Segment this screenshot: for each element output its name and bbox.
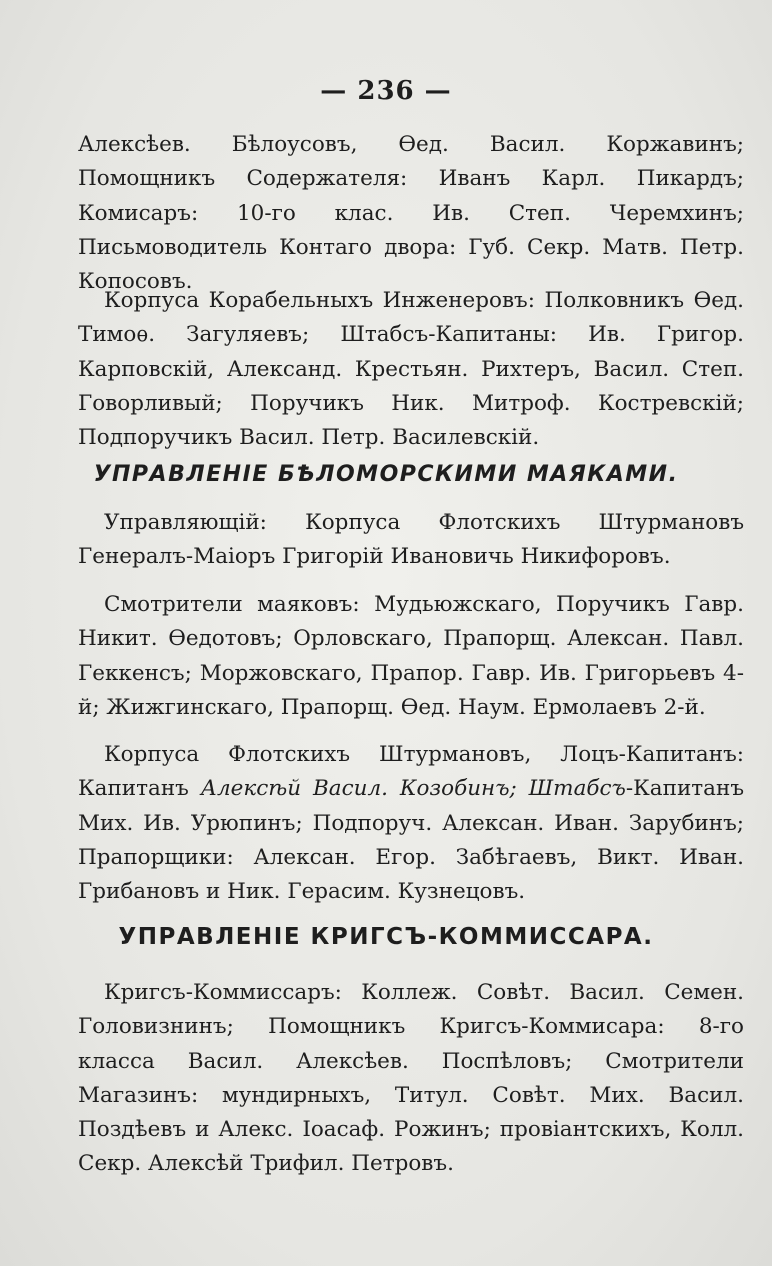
text-run: Корпуса Флотскихъ Штурмановъ, Лоцъ-Капитанъ: Капитанъ — [78, 742, 744, 802]
italic-text-run: Алексѣй Васил. Козобинъ; Штабсъ — [200, 776, 626, 802]
paragraph-krigs-commissar — [78, 976, 744, 1182]
paragraph-navigators — [78, 738, 744, 909]
paragraph-manager — [78, 506, 744, 575]
paragraph-shipbuilders — [78, 284, 744, 455]
page-number: — 236 — — [320, 76, 452, 106]
text-run: -Капитанъ Мих. Ив. Урюпинъ; Подпоруч. Алексан. Иван. Зарубинъ; Прапорщики: Алексан. Егор. Забѣгаевъ, Викт. Иван. Грибановъ и Ник. Герасим. Кузнецовъ. — [78, 776, 744, 905]
section-heading-lighthouses: УПРАВЛЕНІЕ БѢЛОМОРСКИМИ МАЯКАМИ. — [93, 462, 679, 487]
paragraph-text: Управляющій: Корпуса Флотскихъ Штурмановъ Генералъ-Маіоръ Григорій Ивановичь Никифоровъ. — [78, 510, 744, 570]
paragraph-text: Корпуса Корабельныхъ Инженеровъ: Полковникъ Ѳед. Тимоѳ. Загуляевъ; Штабсъ-Капитаны: Ив. Григор. Карповскій, Александ. Крестьян. Рихтеръ, Васил. Степ. Говорливый; Поручикъ Ник. Митроф. Костревскій; Подпоручикъ Васил. Петр. Василевскій. — [78, 288, 744, 451]
paragraph-lighthouse-keepers — [78, 588, 744, 725]
section-heading-krigs-commissar: УПРАВЛЕНІЕ КРИГСЪ-КОММИССАРА. — [118, 924, 654, 950]
paragraph-text: Кригсъ-Коммиссаръ: Коллеж. Совѣт. Васил. Семен. Головизнинъ; Помощникъ Кригсъ-Коммисара: 8-го класса Васил. Алексѣев. Поспѣловъ; Смотрители Магазинъ: мундирныхъ, Титул. Совѣт. Мих. Васил. Поздѣевъ и Алекс. Іоасаф. Рожинъ; провіантскихъ, Колл. Секр. Алексѣй Трифил. Петровъ. — [78, 980, 744, 1177]
paragraph-text: Алексѣев. Бѣлоусовъ, Ѳед. Васил. Коржавинъ; Помощникъ Содержателя: Иванъ Карл. Пикардъ; Комисаръ: 10-го клас. Ив. Степ. Черемхинъ; Письмоводитель Контаго двора: Губ. Секр. Матв. Петр. Копосовъ. — [78, 132, 744, 295]
paragraph-text: Смотрители маяковъ: Мудьюжскаго, Поручикъ Гавр. Никит. Ѳедотовъ; Орловскаго, Прапорщ. Алексан. Павл. Геккенсъ; Моржовскаго, Прапор. Гавр. Ив. Григорьевъ 4-й; Жижгинскаго, Прапорщ. Ѳед. Наум. Ермолаевъ 2-й. — [78, 592, 744, 720]
paragraph-text — [78, 738, 744, 909]
paragraph-continuation — [78, 128, 744, 299]
